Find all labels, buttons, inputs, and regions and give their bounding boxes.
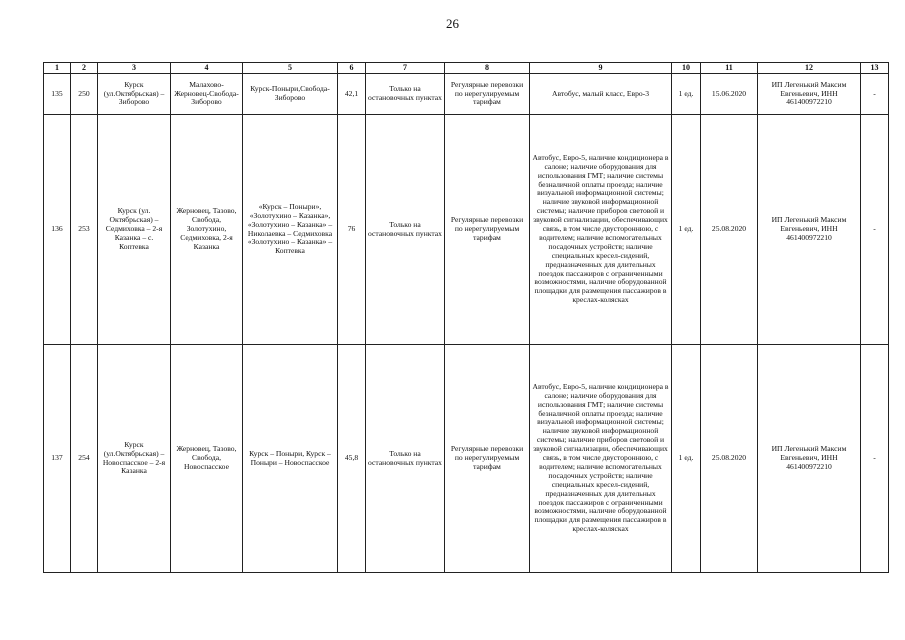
page-number: 26 <box>446 16 459 31</box>
start-date: 25.08.2020 <box>701 115 758 345</box>
column-header: 8 <box>445 63 530 74</box>
table-row <box>44 74 889 115</box>
column-header: 9 <box>530 63 672 74</box>
route-name: Курск (ул.Октябрьская) – Зиборово <box>98 74 171 115</box>
boarding-order: Только на остановочных пунктах <box>366 115 445 345</box>
carrier-info: ИП Легенький Максим Евгеньевич, ИНН 461400972210 <box>758 345 861 573</box>
vehicle-count: 1 ед. <box>672 115 701 345</box>
route-number: 250 <box>71 74 98 115</box>
transport-type: Регулярные перевозки по нерегулируемым тарифам <box>445 74 530 115</box>
route-streets: Курск – Поныри, Курск – Поныри – Новоспасское <box>243 345 338 573</box>
header-row <box>44 63 889 74</box>
transport-type: Регулярные перевозки по нерегулируемым тарифам <box>445 345 530 573</box>
table-row <box>44 115 889 345</box>
column-header: 1 <box>44 63 71 74</box>
row-number: 135 <box>44 74 71 115</box>
transport-type: Регулярные перевозки по нерегулируемым тарифам <box>445 115 530 345</box>
column-header: 10 <box>672 63 701 74</box>
column-header: 6 <box>338 63 366 74</box>
route-number: 253 <box>71 115 98 345</box>
carrier-info: ИП Легенький Максим Евгеньевич, ИНН 461400972210 <box>758 115 861 345</box>
carrier-info: ИП Легенький Максим Евгеньевич, ИНН 461400972210 <box>758 74 861 115</box>
column-header: 7 <box>366 63 445 74</box>
column-header: 2 <box>71 63 98 74</box>
notes: - <box>861 345 889 573</box>
route-streets: «Курск – Поныри», «Золотухино – Казанка», «Золотухино – Казанка» – Николаевка – Седмиховка «Золотухино – Казанка» – Коптевка <box>243 115 338 345</box>
start-date: 15.06.2020 <box>701 74 758 115</box>
route-streets: Курск-Поныри,Свобода-Зиборово <box>243 74 338 115</box>
vehicle-count: 1 ед. <box>672 74 701 115</box>
table-row <box>44 345 889 573</box>
route-name: Курск (ул.Октябрьская) – Новоспасское – 2-я Казанка <box>98 345 171 573</box>
column-header: 5 <box>243 63 338 74</box>
route-length: 76 <box>338 115 366 345</box>
vehicle-characteristics: Автобус, Евро-5, наличие кондиционера в салоне; наличие оборудования для использования ГМТ; наличие системы безналичной оплаты проезда; наличие визуальной информационной системы; наличие звуковой информационной системы; наличие приборов световой и звуковой сигнализации, обеспечивающих связь, в том числе двустороннюю, с водителем; наличие вспомогательных посадочных устройств; наличие специальных кресел-сидений, предназначенных для длительных поездок пассажиров с ограниченными возможностями, наличие оборудованной площадки для размещения пассажиров в креслах-колясках <box>530 115 672 345</box>
vehicle-characteristics: Автобус, малый класс, Евро-3 <box>530 74 672 115</box>
column-header: 12 <box>758 63 861 74</box>
column-header: 11 <box>701 63 758 74</box>
vehicle-count: 1 ед. <box>672 345 701 573</box>
row-number: 136 <box>44 115 71 345</box>
intermediate-stops: Жерновец, Тазово, Свобода, Золотухино, Седмиховка, 2-я Казанка <box>171 115 243 345</box>
route-length: 45,8 <box>338 345 366 573</box>
boarding-order: Только на остановочных пунктах <box>366 74 445 115</box>
column-header: 4 <box>171 63 243 74</box>
route-register-table <box>43 62 889 573</box>
route-name: Курск (ул. Октябрьская) – Седмиховка – 2-я Казанка – с. Коптевка <box>98 115 171 345</box>
column-header: 13 <box>861 63 889 74</box>
route-number: 254 <box>71 345 98 573</box>
route-length: 42,1 <box>338 74 366 115</box>
intermediate-stops: Жерновец, Тазово, Свобода, Новоспасское <box>171 345 243 573</box>
start-date: 25.08.2020 <box>701 345 758 573</box>
column-header: 3 <box>98 63 171 74</box>
row-number: 137 <box>44 345 71 573</box>
boarding-order: Только на остановочных пунктах <box>366 345 445 573</box>
notes: - <box>861 115 889 345</box>
vehicle-characteristics: Автобус, Евро-5, наличие кондиционера в салоне; наличие оборудования для использования ГМТ; наличие системы безналичной оплаты проезда; наличие визуальной информационной системы; наличие звуковой информационной системы; наличие приборов световой и звуковой сигнализации, обеспечивающих связь, в том числе двустороннюю, с водителем; наличие вспомогательных посадочных устройств; наличие специальных кресел-сидений, предназначенных для длительных поездок пассажиров с ограниченными возможностями, наличие оборудованной площадки для размещения пассажиров в креслах-колясках <box>530 345 672 573</box>
notes: - <box>861 74 889 115</box>
intermediate-stops: Малахово-Жерновец-Свобода-Зиборово <box>171 74 243 115</box>
